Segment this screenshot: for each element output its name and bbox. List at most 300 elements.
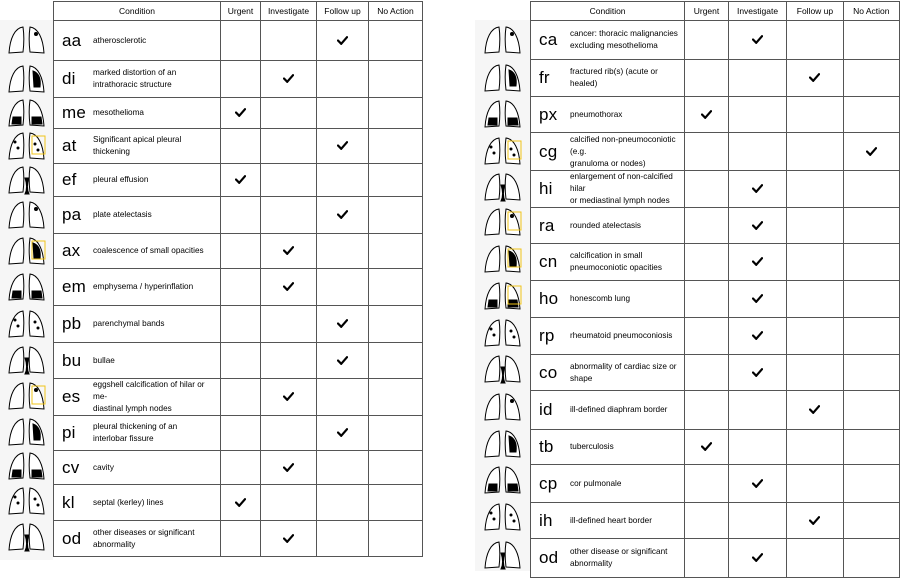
action-cell-no-action [843, 171, 899, 208]
condition-code: es [62, 387, 81, 406]
action-cell-no-action [369, 197, 423, 234]
table-row [54, 521, 423, 557]
action-cell-no-action [843, 281, 899, 318]
table-row [531, 60, 900, 97]
condition-content [62, 241, 220, 261]
checkmark-icon [283, 74, 294, 83]
action-cell-no-action [843, 391, 899, 430]
condition-content [62, 527, 220, 551]
action-cell-urgent [685, 539, 729, 578]
lung-xray-icon [0, 519, 53, 555]
action-cell-no-action [843, 318, 899, 355]
header-urgent: Urgent [685, 2, 729, 21]
condition-description: honescomb lung [570, 294, 631, 303]
condition-content [539, 134, 684, 170]
action-cell-urgent [221, 379, 261, 416]
action-cell-follow-up [317, 129, 369, 164]
condition-cell [54, 98, 221, 129]
checkmark-icon [701, 110, 712, 119]
table-row [54, 21, 423, 61]
condition-description: cavity [93, 462, 114, 472]
action-cell-urgent [685, 281, 729, 318]
lung-xray-icon [475, 499, 530, 535]
condition-content [539, 546, 684, 570]
condition-cell [531, 465, 685, 503]
action-cell-urgent [221, 98, 261, 129]
action-cell-investigate [261, 164, 317, 197]
condition-code: cp [539, 473, 558, 493]
table-row [531, 465, 900, 503]
action-cell-urgent [221, 416, 261, 451]
action-cell-no-action [369, 521, 423, 557]
action-cell-follow-up [317, 379, 369, 416]
checkmark-icon [283, 392, 294, 401]
lung-xray-icon [475, 204, 530, 240]
action-cell-follow-up [787, 208, 843, 244]
lung-xray-icon [0, 196, 53, 233]
condition-cell [54, 21, 221, 61]
condition-description: ill-defined diaphram border [570, 405, 668, 414]
table-row [54, 98, 423, 129]
table-row [531, 430, 900, 465]
condition-cell [531, 208, 685, 244]
checkmark-icon [752, 331, 763, 340]
header-investigate: Investigate [728, 2, 786, 21]
condition-code: od [539, 548, 559, 567]
action-cell-no-action [843, 60, 899, 97]
condition-cell [54, 379, 221, 416]
checkmark-icon [866, 147, 877, 156]
action-cell-urgent [685, 391, 729, 430]
condition-code: pb [62, 314, 82, 333]
checkmark-icon [283, 246, 294, 255]
lung-xray-icon [0, 60, 53, 97]
action-cell-no-action [843, 97, 899, 133]
action-cell-investigate [261, 306, 317, 343]
action-cell-no-action [369, 234, 423, 269]
action-cell-no-action [369, 451, 423, 485]
action-cell-follow-up [787, 318, 843, 355]
checkmark-icon [283, 463, 294, 472]
condition-code: id [539, 400, 553, 419]
action-cell-urgent [221, 61, 261, 98]
condition-cell [531, 60, 685, 97]
condition-cell [54, 451, 221, 485]
checkmark-icon [337, 141, 348, 150]
condition-cell [54, 269, 221, 306]
action-cell-investigate [261, 234, 317, 269]
condition-code: aa [62, 30, 82, 50]
action-cell-urgent [221, 485, 261, 521]
condition-content [539, 28, 684, 52]
right-table [530, 1, 900, 578]
lung-xray-icon [0, 97, 53, 128]
lung-xray-icon [475, 96, 530, 132]
lung-xray-icon [0, 378, 53, 414]
condition-cell [54, 343, 221, 379]
action-cell-follow-up [787, 465, 843, 503]
action-cell-urgent [685, 171, 729, 208]
condition-code: em [62, 277, 87, 296]
condition-content [62, 493, 220, 513]
table-row [54, 451, 423, 485]
table-row [54, 306, 423, 343]
condition-cell [531, 430, 685, 465]
condition-description: coalescence of small opacities [93, 246, 204, 255]
condition-description: Significant apical pleural thickening [93, 135, 182, 156]
condition-content [539, 326, 684, 346]
condition-content [539, 474, 684, 494]
condition-cell [54, 521, 221, 557]
table-row [54, 485, 423, 521]
condition-description: pneumothorax [570, 109, 623, 119]
condition-code: ax [62, 241, 81, 260]
condition-cell [54, 306, 221, 343]
condition-code: at [62, 136, 77, 155]
condition-code: cv [62, 457, 80, 477]
condition-content [62, 458, 220, 478]
table-row [54, 197, 423, 234]
action-cell-urgent [685, 97, 729, 133]
action-cell-urgent [685, 318, 729, 355]
condition-content [539, 216, 684, 236]
action-cell-follow-up [787, 539, 843, 578]
condition-cell [531, 355, 685, 391]
action-cell-follow-up [317, 416, 369, 451]
action-cell-no-action [843, 21, 899, 60]
action-cell-follow-up [787, 503, 843, 539]
action-cell-urgent [221, 521, 261, 557]
action-cell-no-action [843, 244, 899, 281]
condition-description: abnormality of cardiac size or shape [570, 361, 677, 383]
action-cell-follow-up [787, 133, 843, 171]
condition-cell [54, 485, 221, 521]
action-cell-follow-up [787, 60, 843, 97]
lung-xray-icon [0, 342, 53, 378]
checkmark-icon [337, 36, 348, 45]
condition-content [62, 103, 220, 123]
action-cell-investigate [728, 539, 786, 578]
lung-xray-icon [0, 163, 53, 196]
condition-code: hi [539, 179, 553, 198]
header-condition: Condition [531, 2, 685, 21]
action-cell-follow-up [787, 281, 843, 318]
condition-description: other diseases or significant abnormality [93, 527, 195, 549]
action-cell-urgent [685, 133, 729, 171]
lung-xray-icon [0, 414, 53, 449]
table-row [54, 234, 423, 269]
condition-code: kl [62, 492, 75, 512]
table-row [531, 171, 900, 208]
condition-content [62, 31, 220, 51]
condition-cell [54, 61, 221, 98]
condition-description: emphysema / hyperinflation [93, 282, 194, 291]
lung-xray-icon [0, 449, 53, 483]
condition-code: ho [539, 289, 559, 308]
action-cell-follow-up [787, 355, 843, 391]
condition-code: px [539, 104, 558, 124]
action-cell-follow-up [787, 171, 843, 208]
action-cell-investigate [728, 171, 786, 208]
table-row [54, 416, 423, 451]
table-row [531, 539, 900, 578]
condition-code: od [62, 528, 82, 548]
lung-xray-icon [0, 268, 53, 305]
checkmark-icon [752, 35, 763, 44]
action-cell-investigate [728, 503, 786, 539]
condition-content [539, 250, 684, 274]
action-cell-no-action [369, 306, 423, 343]
condition-description: parenchymal bands [93, 319, 165, 328]
action-cell-follow-up [317, 521, 369, 557]
header-follow-up: Follow up [787, 2, 843, 21]
condition-description: mesothelioma [93, 108, 144, 117]
condition-content [62, 314, 220, 334]
lung-xray-icon [475, 59, 530, 96]
condition-code: rp [539, 326, 555, 345]
table-row [531, 21, 900, 60]
action-cell-urgent [685, 355, 729, 391]
action-cell-no-action [843, 503, 899, 539]
checkmark-icon [337, 210, 348, 219]
condition-code: fr [539, 68, 550, 87]
condition-cell [54, 416, 221, 451]
condition-content [539, 171, 684, 207]
header-no-action: No Action [369, 2, 423, 21]
action-cell-urgent [685, 208, 729, 244]
action-cell-urgent [221, 234, 261, 269]
action-cell-no-action [369, 416, 423, 451]
action-cell-investigate [728, 281, 786, 318]
condition-content [62, 205, 220, 225]
action-cell-investigate [728, 430, 786, 465]
checkmark-icon [752, 479, 763, 488]
left-table [53, 1, 423, 557]
action-cell-investigate [728, 355, 786, 391]
action-cell-investigate [261, 21, 317, 61]
action-cell-investigate [261, 197, 317, 234]
condition-content [62, 351, 220, 371]
action-cell-investigate [261, 521, 317, 557]
action-cell-follow-up [317, 21, 369, 61]
condition-content [62, 134, 220, 158]
action-cell-investigate [261, 379, 317, 416]
lung-xray-icon [0, 20, 53, 60]
lung-xray-icon [475, 426, 530, 461]
action-cell-follow-up [317, 164, 369, 197]
table-row [531, 133, 900, 171]
action-cell-no-action [843, 208, 899, 244]
condition-description: marked distortion of an intrathoracic structure [93, 68, 177, 89]
condition-cell [54, 234, 221, 269]
condition-cell [531, 171, 685, 208]
action-cell-follow-up [317, 61, 369, 98]
condition-content [539, 361, 684, 385]
condition-description: pleural thickening of an interlobar fissure [93, 422, 178, 443]
condition-content [62, 67, 220, 91]
table-row [54, 129, 423, 164]
condition-description: rheumatoid pneumoconiosis [570, 331, 673, 340]
lung-xray-icon [475, 314, 530, 351]
checkmark-icon [337, 428, 348, 437]
condition-description: calcified non-pneumoconiotic (e.g. granuloma or nodes) [570, 134, 676, 168]
checkmark-icon [809, 516, 820, 525]
condition-description: septal (kerley) lines [93, 497, 164, 507]
condition-content [539, 289, 684, 309]
condition-code: pi [62, 423, 76, 442]
checkmark-icon [235, 108, 246, 117]
condition-cell [531, 133, 685, 171]
checkmark-icon [701, 442, 712, 451]
lung-xray-icon [0, 233, 53, 268]
action-cell-no-action [843, 133, 899, 171]
condition-description: eggshell calcification of hilar or me- diastinal lymph nodes [93, 380, 205, 413]
condition-code: tb [539, 437, 554, 456]
table-row [531, 97, 900, 133]
action-cell-investigate [261, 269, 317, 306]
table-row [531, 355, 900, 391]
condition-description: other disease or significant abnormality [570, 547, 668, 568]
checkmark-icon [752, 368, 763, 377]
action-cell-no-action [843, 465, 899, 503]
right-icon-column [475, 20, 530, 571]
condition-content [62, 421, 220, 445]
action-cell-no-action [369, 343, 423, 379]
action-cell-no-action [369, 61, 423, 98]
condition-description: cancer: thoracic malignancies excluding mesothelioma [570, 29, 678, 50]
condition-code: di [62, 69, 76, 88]
action-cell-follow-up [787, 21, 843, 60]
action-cell-no-action [369, 379, 423, 416]
action-cell-investigate [728, 21, 786, 60]
condition-code: cg [539, 141, 558, 161]
action-cell-urgent [685, 430, 729, 465]
action-cell-follow-up [317, 197, 369, 234]
action-cell-urgent [685, 465, 729, 503]
condition-cell [531, 503, 685, 539]
action-cell-follow-up [317, 306, 369, 343]
action-cell-investigate [728, 465, 786, 503]
action-cell-investigate [261, 416, 317, 451]
condition-description: ill-defined heart border [570, 515, 652, 525]
action-cell-no-action [369, 129, 423, 164]
action-cell-urgent [221, 306, 261, 343]
action-cell-no-action [369, 269, 423, 306]
condition-content [539, 66, 684, 90]
condition-code: ra [539, 215, 555, 235]
lung-xray-icon [475, 170, 530, 204]
table-row [54, 343, 423, 379]
condition-content [539, 437, 684, 457]
condition-cell [531, 318, 685, 355]
action-cell-urgent [221, 129, 261, 164]
checkmark-icon [337, 356, 348, 365]
condition-cell [531, 21, 685, 60]
condition-cell [531, 539, 685, 578]
checkmark-icon [752, 257, 763, 266]
condition-cell [531, 281, 685, 318]
header-condition: Condition [54, 2, 221, 21]
action-cell-urgent [685, 60, 729, 97]
action-cell-follow-up [787, 97, 843, 133]
condition-cell [54, 129, 221, 164]
action-cell-urgent [221, 197, 261, 234]
table-row [531, 208, 900, 244]
action-cell-investigate [728, 318, 786, 355]
checkmark-icon [283, 282, 294, 291]
action-cell-follow-up [317, 451, 369, 485]
action-cell-investigate [261, 343, 317, 379]
action-cell-no-action [843, 539, 899, 578]
action-cell-follow-up [317, 98, 369, 129]
action-cell-urgent [685, 244, 729, 281]
condition-content [539, 105, 684, 125]
condition-description: plate atelectasis [93, 210, 152, 219]
action-cell-investigate [261, 451, 317, 485]
action-cell-follow-up [317, 485, 369, 521]
condition-cell [54, 164, 221, 197]
action-cell-no-action [369, 164, 423, 197]
condition-content [62, 277, 220, 297]
action-cell-investigate [728, 391, 786, 430]
action-cell-investigate [728, 97, 786, 133]
action-cell-investigate [261, 485, 317, 521]
table-row [54, 61, 423, 98]
action-cell-no-action [369, 21, 423, 61]
action-cell-urgent [221, 451, 261, 485]
condition-description: calcification in small pneumoconiotic opacities [570, 251, 662, 272]
header-follow-up: Follow up [317, 2, 369, 21]
action-cell-follow-up [317, 269, 369, 306]
left-header-row [54, 2, 423, 21]
table-row [54, 164, 423, 197]
condition-description: atherosclerotic [93, 35, 147, 45]
action-cell-follow-up [317, 343, 369, 379]
action-cell-investigate [261, 98, 317, 129]
action-cell-no-action [369, 485, 423, 521]
checkmark-icon [752, 553, 763, 562]
lung-xray-icon [475, 132, 530, 170]
action-cell-follow-up [317, 234, 369, 269]
table-row [531, 503, 900, 539]
action-cell-urgent [221, 269, 261, 306]
lung-xray-icon [475, 240, 530, 277]
action-cell-urgent [685, 21, 729, 60]
condition-content [62, 379, 220, 415]
action-cell-no-action [369, 98, 423, 129]
action-cell-investigate [728, 208, 786, 244]
condition-code: co [539, 362, 558, 382]
action-cell-urgent [221, 343, 261, 379]
lung-xray-icon [0, 305, 53, 342]
header-investigate: Investigate [261, 2, 317, 21]
action-cell-investigate [728, 60, 786, 97]
action-cell-investigate [728, 244, 786, 281]
condition-description: enlargement of non-calcified hilar or mediastinal lymph nodes [570, 172, 673, 205]
condition-code: ca [539, 30, 558, 49]
lung-xray-icon [0, 128, 53, 163]
condition-description: cor pulmonale [570, 478, 622, 488]
condition-content [539, 400, 684, 420]
condition-code: pa [62, 205, 82, 224]
checkmark-icon [752, 221, 763, 230]
condition-content [62, 170, 220, 190]
left-icon-column [0, 20, 53, 560]
condition-cell [54, 197, 221, 234]
table-row [531, 391, 900, 430]
action-cell-investigate [261, 61, 317, 98]
action-cell-urgent [685, 503, 729, 539]
